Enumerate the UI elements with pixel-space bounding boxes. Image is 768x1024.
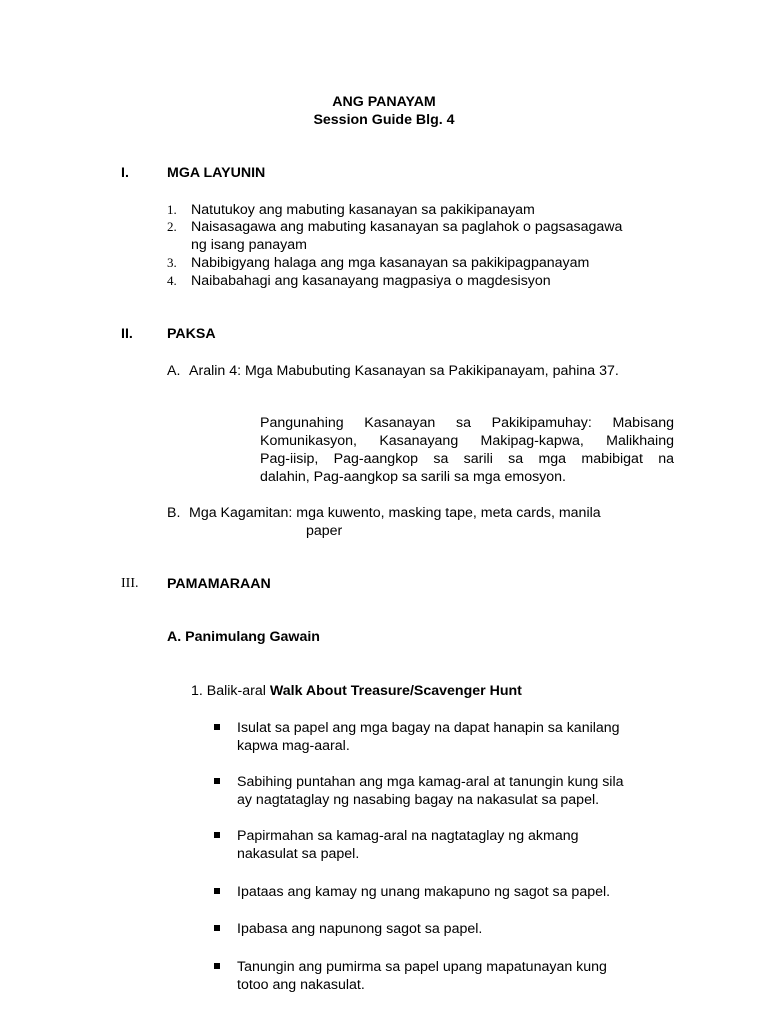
objective-item: Nabibigyang halaga ang mga kasanayan sa pakikipagpanayam	[191, 255, 590, 271]
bullet-item-line: totoo ang nakasulat.	[237, 977, 365, 993]
bullet-item-line: ay nagtataglay ng nasabing bagay na nakasulat sa papel.	[237, 792, 600, 808]
objective-number: 4.	[167, 273, 177, 288]
bullet-square-icon	[214, 832, 220, 838]
bullet-item-line: Sabihing puntahan ang mga kamag-aral at tanungin kung sila	[237, 774, 624, 790]
objective-number: 2.	[167, 219, 177, 234]
document-subtitle: Session Guide Blg. 4	[313, 112, 455, 128]
objective-item: Natutukoy ang mabuting kasanayan sa pakikipanayam	[191, 202, 535, 218]
bullet-square-icon	[214, 778, 220, 784]
topic-a-text: Aralin 4: Mga Mabubuting Kasanayan sa Pakikipanayam, pahina 37.	[189, 363, 619, 379]
bullet-item-line: kapwa mag-aaral.	[237, 738, 350, 754]
step-1-prefix: 1. Balik-aral	[191, 683, 266, 699]
objective-number: 1.	[167, 202, 177, 217]
bullet-item-line: Ipataas ang kamay ng unang makapuno ng sagot sa papel.	[237, 884, 611, 900]
section-3-numeral: III.	[121, 576, 139, 591]
bullet-item-line: Papirmahan sa kamag-aral na nagtataglay ng akmang	[237, 828, 579, 844]
skills-paragraph-line: Komunikasyon, Kasanayang Makipag-kapwa, Malikhaing	[260, 433, 674, 449]
bullet-square-icon	[214, 963, 220, 969]
section-2-heading: PAKSA	[167, 326, 216, 342]
step-1-activity-name: Walk About Treasure/Scavenger Hunt	[269, 683, 522, 699]
objective-number: 3.	[167, 255, 177, 270]
skills-paragraph	[260, 414, 674, 486]
skills-paragraph-line: dalahin, Pag-aangkop sa sarili sa mga emosyon.	[260, 469, 566, 485]
subsection-a-heading: A. Panimulang Gawain	[167, 629, 320, 645]
bullet-item-line: Ipabasa ang napunong sagot sa papel.	[237, 921, 483, 937]
topic-b-text: Mga Kagamitan: mga kuwento, masking tape, meta cards, manila	[189, 505, 601, 521]
step-1	[191, 682, 522, 700]
skills-paragraph-line: Pangunahing Kasanayan sa Pakikipamuhay: Mabisang	[260, 415, 674, 431]
section-2-numeral: II.	[121, 326, 133, 342]
section-1-numeral: I.	[121, 165, 129, 181]
document-title: ANG PANAYAM	[332, 94, 436, 110]
bullet-item-line: Isulat sa papel ang mga bagay na dapat hanapin sa kanilang	[237, 720, 620, 736]
objective-item: Naibabahagi ang kasanayang magpasiya o magdesisyon	[191, 273, 551, 289]
bullet-square-icon	[214, 925, 220, 931]
bullet-square-icon	[214, 888, 220, 894]
topic-a-label: A.	[167, 363, 181, 379]
section-1-heading: MGA LAYUNIN	[167, 165, 266, 181]
topic-b-text-continued: paper	[306, 523, 343, 539]
section-3-heading: PAMAMARAAN	[167, 576, 271, 592]
objective-item-continued: ng isang panayam	[191, 237, 307, 253]
bullet-item-line: nakasulat sa papel.	[237, 846, 360, 862]
objective-item: Naisasagawa ang mabuting kasanayan sa paglahok o pagsasagawa	[191, 219, 623, 235]
topic-b-label: B.	[167, 505, 181, 521]
skills-paragraph-line: Pag-iisip, Pag-aangkop sa sarili sa mga mabibigat na	[260, 451, 674, 467]
bullet-square-icon	[214, 724, 220, 730]
bullet-item-line: Tanungin ang pumirma sa papel upang mapatunayan kung	[237, 959, 607, 975]
